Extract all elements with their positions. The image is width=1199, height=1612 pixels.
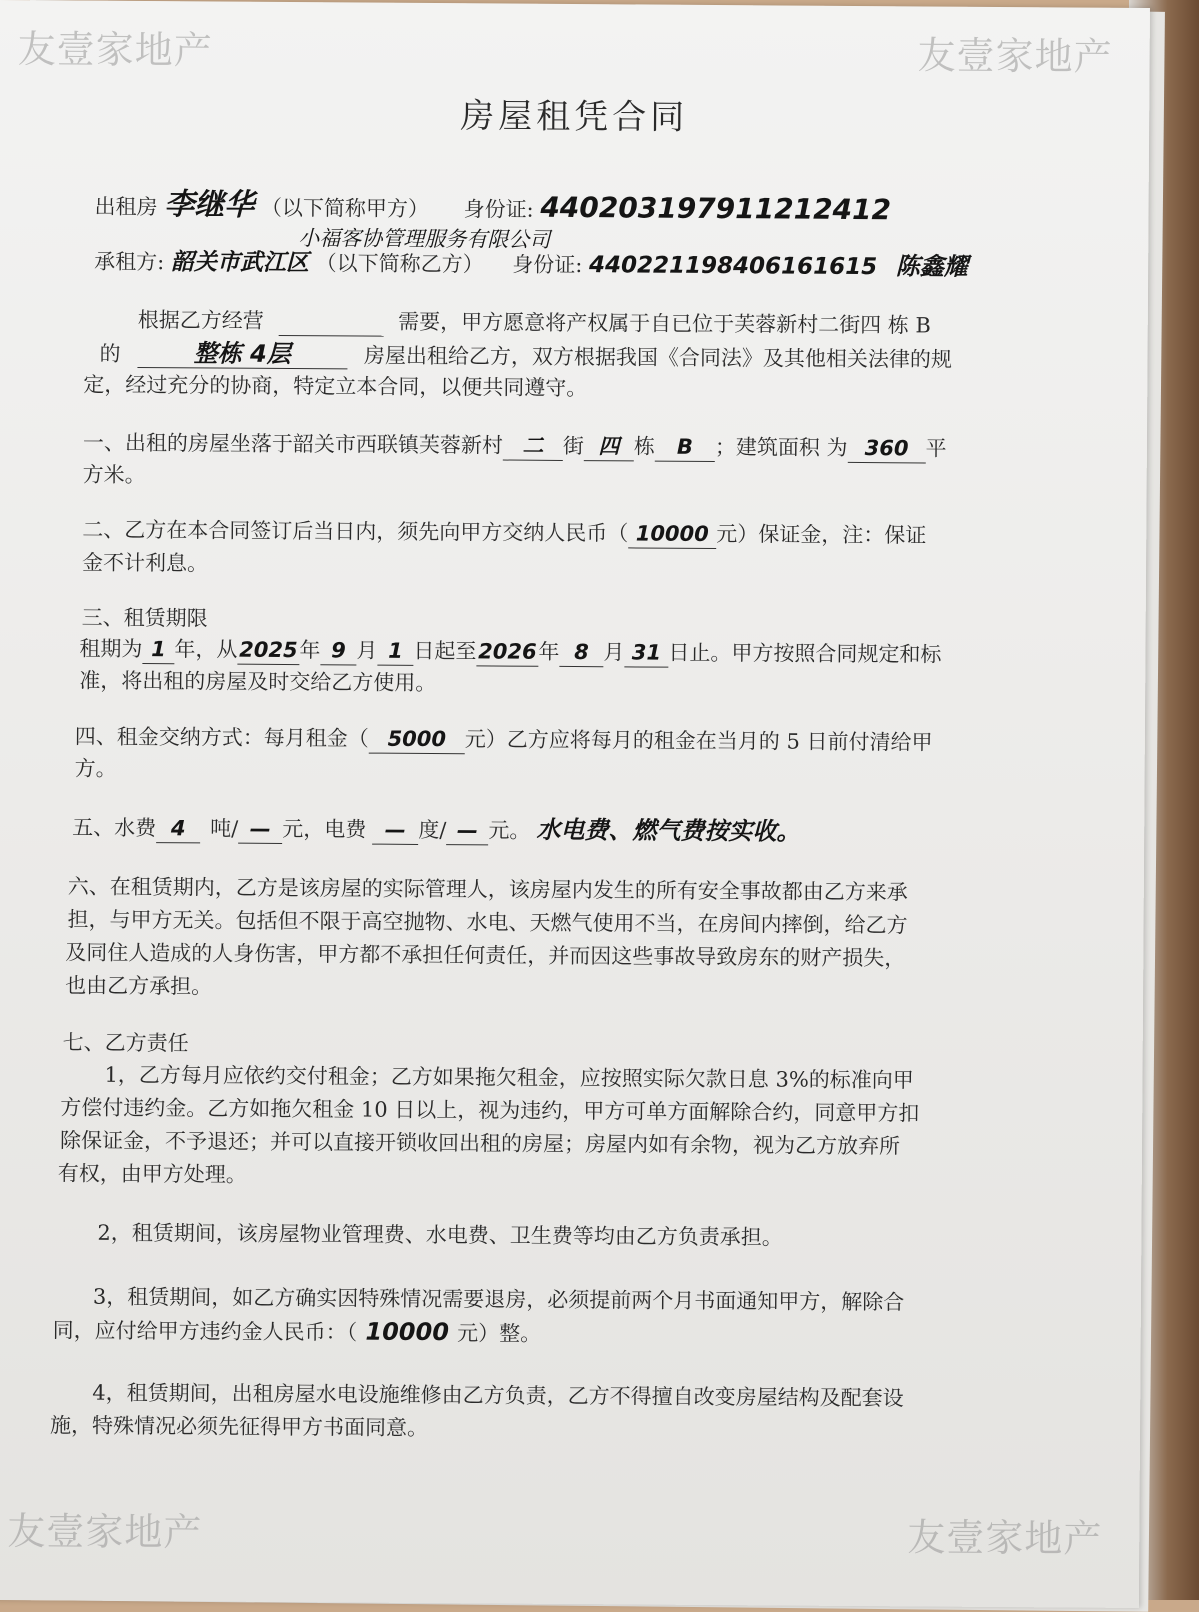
- end-month-fill: 8: [559, 638, 603, 667]
- clause-text: 四、租金交纳方式：每月租金（: [74, 724, 369, 751]
- start-year-fill: 2025: [237, 636, 299, 665]
- deposit-fill: 10000: [628, 519, 716, 549]
- clause-text: 五、水费: [72, 815, 157, 841]
- clause-text: 栋: [633, 434, 655, 459]
- lessee-id-label: 身份证:: [512, 252, 583, 278]
- end-year-fill: 2026: [476, 637, 538, 666]
- clause-6-line-4: 也由乙方承担。: [65, 973, 213, 999]
- lessee-label: 承租方:: [94, 249, 165, 275]
- intro-line-2: [99, 339, 952, 374]
- clause-text: 同，应付给甲方违约金人民币：（: [52, 1318, 358, 1345]
- clause-text: 年: [299, 638, 321, 663]
- intro-line-1: [138, 306, 931, 341]
- lessee-suffix: （以下简称乙方）: [315, 251, 484, 277]
- clause-6-line-3: 及同住人造成的人身伤害，甲方都不承担任何责任，并而因这些事故导致房东的财产损失，: [65, 940, 906, 971]
- lessee-company: 小福客协管理服务有限公司: [298, 226, 551, 252]
- clause-text: 二、乙方在本合同签订后当日内，须先向甲方交纳人民币（: [82, 517, 629, 546]
- rent-fill: 5000: [369, 725, 465, 755]
- clause-text: 元）整。: [457, 1321, 542, 1346]
- clause-text: 年，从: [174, 637, 238, 662]
- clause-4-line-2: 方。: [74, 756, 117, 781]
- clause-1-line-2: 方米。: [82, 462, 146, 488]
- clause-text: 日起至: [413, 638, 477, 664]
- water-fill: 4: [156, 814, 200, 843]
- watermark-top-right: 友壹家地产: [917, 33, 1113, 79]
- clause-text: 元）乙方应将每月的租金在当月的 5 日前付清给甲: [464, 727, 933, 755]
- unit-fill: B: [655, 433, 715, 462]
- lessee-id: 440221198406161615: [588, 252, 878, 281]
- clause-7-4-line-2: 施，特殊情况必须先征得甲方书面同意。: [49, 1413, 429, 1441]
- intro-text: 的: [99, 341, 121, 366]
- clause-text: 月: [603, 640, 625, 665]
- term-years-fill: 1: [142, 635, 174, 664]
- business-blank: [278, 307, 383, 337]
- lessee-line: [94, 247, 968, 282]
- page-title: 房屋租凭合同: [460, 96, 689, 138]
- clause-7-heading: 七、乙方责任: [62, 1030, 189, 1056]
- premises-fill: 整栋 4层: [137, 339, 347, 369]
- street-fill: 二: [503, 432, 563, 461]
- clause-2-line-1: [82, 516, 926, 551]
- clause-4-line-1: [75, 723, 933, 758]
- clause-text: 一、出租的房屋坐落于韶关市西联镇芙蓉新村: [82, 430, 503, 458]
- clause-3-line-2: 准，将出租的房屋及时交给乙方使用。: [79, 668, 437, 696]
- clause-text: 街: [562, 433, 584, 459]
- building-fill: 四: [584, 432, 634, 461]
- clause-7-1-line-2: 方偿付违约金。乙方如拖欠租金 10 日以上，视为违约，甲方可单方面解除合约，同意甲方扣: [60, 1095, 920, 1126]
- clause-text: 吨/: [210, 816, 239, 841]
- clause-7-4-line-1: 4，租赁期间，出租房屋水电设施维修由乙方负责，乙方不得擅自改变房屋结构及配套设: [92, 1380, 904, 1411]
- clause-1-line-1: [83, 429, 947, 464]
- intro-text: 房屋出租给乙方，双方根据我国《合同法》及其他相关法律的规: [363, 343, 952, 372]
- penalty-fill: 10000: [365, 1317, 450, 1347]
- lessor-suffix: （以下简称甲方）: [260, 195, 430, 221]
- clause-7-2: 2，租赁期间，该房屋物业管理费、水电费、卫生费等均由乙方负责承担。: [97, 1220, 783, 1250]
- lessee-person: 陈鑫耀: [895, 252, 968, 281]
- watermark-top-left: 友壹家地产: [17, 27, 213, 73]
- clause-text: 元。: [488, 818, 531, 843]
- utilities-note: 水电费、燃气费按实收。: [536, 815, 801, 846]
- clause-text: 度/: [418, 817, 447, 843]
- start-day-fill: 1: [377, 637, 413, 666]
- watermark-bottom-left: 友壹家地产: [7, 1509, 203, 1555]
- clause-3-line-1: [79, 635, 941, 670]
- lessor-line: [94, 187, 892, 227]
- clause-3-heading: 三、租赁期限: [81, 605, 208, 631]
- area-fill: 360: [847, 434, 925, 464]
- elec-fill: —: [372, 816, 418, 845]
- watermark-bottom-right: 友壹家地产: [907, 1515, 1103, 1561]
- clause-7-1-line-4: 有权，由甲方处理。: [57, 1161, 247, 1187]
- clause-text: 月: [356, 638, 378, 663]
- lessor-label: 出租房: [94, 194, 158, 220]
- lessee-name: 韶关市武江区: [170, 249, 310, 277]
- lessor-name: 李继华: [164, 187, 255, 223]
- end-day-fill: 31: [624, 638, 668, 667]
- clause-7-1-line-3: 除保证金，不予退还；并可以直接开锁收回出租的房屋；房屋内如有余物，视为乙方放弃所: [59, 1128, 901, 1159]
- start-month-fill: 9: [320, 636, 356, 665]
- clause-7-1-line-1: 1，乙方每月应依约交付租金；乙方如果拖欠租金，应按照实际欠款日息 3%的标准向甲: [104, 1062, 914, 1093]
- intro-text: 需要，甲方愿意将产权属于自已位于芙蓉新村二街四 栋 B: [398, 309, 931, 338]
- clause-text: 租期为: [79, 636, 143, 662]
- clause-6-line-2: 担，与甲方无关。包括但不限于高空抛物、水电、天燃气使用不当，在房间内摔倒，给乙方: [67, 907, 908, 938]
- clause-text: 年: [538, 639, 560, 664]
- lessor-id-label: 身份证:: [463, 197, 534, 222]
- clause-text: 平: [925, 436, 947, 461]
- clause-7-3-line-1: 3，租赁期间，如乙方确实因特殊情况需要退房，必须提前两个月书面通知甲方，解除合: [92, 1284, 905, 1315]
- lessor-id: 440203197911212412: [540, 190, 892, 227]
- water-price-fill: —: [238, 815, 282, 844]
- clause-7-3-line-2: [53, 1315, 542, 1347]
- clause-5-line: [72, 813, 800, 848]
- clause-2-line-2: 金不计利息。: [81, 550, 209, 576]
- clause-6-line-1: 六、在租赁期内，乙方是该房屋的实际管理人，该房屋内发生的所有安全事故都由乙方来承: [67, 874, 908, 905]
- clause-text: 元，电费: [282, 816, 367, 842]
- clause-text: ；建筑面积 为: [714, 435, 848, 460]
- elec-price-fill: —: [446, 816, 488, 845]
- intro-text: 根据乙方经营: [137, 307, 264, 333]
- clause-text: 日止。甲方按照合同规定和标: [668, 640, 942, 667]
- clause-text: 元）保证金，注：保证: [716, 522, 927, 548]
- intro-line-3: 定，经过充分的协商，特定立本合同，以便共同遵守。: [83, 372, 588, 401]
